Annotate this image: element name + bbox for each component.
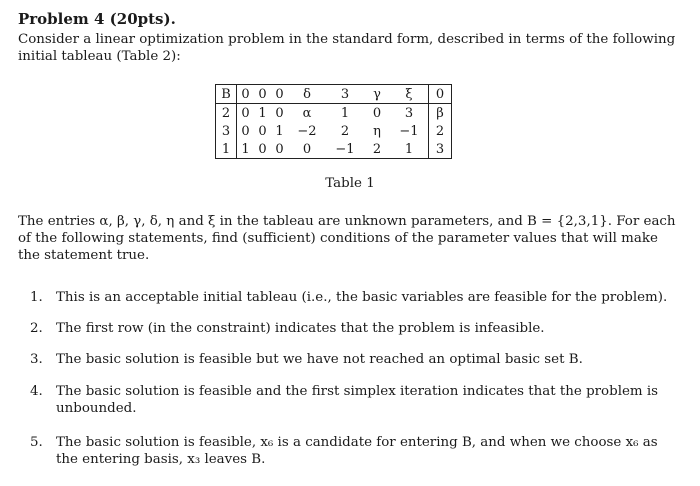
item-text: The basic solution is feasible but we have not reached an optimal basic set B. xyxy=(56,352,583,367)
tableau-cell: 0 xyxy=(254,85,271,104)
problem-heading: Problem 4 (20pts). xyxy=(18,10,176,28)
tableau-row xyxy=(216,140,452,159)
tableau-cell: 0 xyxy=(275,105,284,121)
tableau-cell: 1 xyxy=(275,123,284,139)
tableau-cell: 0 xyxy=(254,140,271,159)
tableau-cell: 0 xyxy=(271,140,288,159)
item-text: The first row (in the constraint) indicates that the problem is infeasible. xyxy=(56,321,545,336)
tableau-cell: 2 xyxy=(340,123,350,139)
table-caption: Table 1 xyxy=(325,176,375,191)
intro-text: Consider a linear optimization problem in the standard form, described in terms of the following initial tableau (Table 2): xyxy=(18,32,676,64)
tableau-cell: γ xyxy=(364,85,390,104)
item-number: 4. xyxy=(30,384,43,399)
list-item xyxy=(30,320,680,337)
item-number: 2. xyxy=(30,321,43,336)
tableau-cell: 2 xyxy=(216,104,237,123)
tableau-cell: 0 xyxy=(258,123,267,139)
tableau-cell: 2 xyxy=(429,122,452,140)
tableau-cell: 3 xyxy=(326,85,364,104)
tableau-cell: 0 xyxy=(237,85,255,104)
tableau-cell: −1 xyxy=(399,123,419,139)
list-item xyxy=(30,383,680,417)
problem-description: The entries α, β, γ, δ, η and ξ in the tableau are unknown parameters, and B = {2,3,1}. For each of the following statements, find (sufficient) conditions of the parameter values that will make the statement true. xyxy=(18,214,676,263)
item-text: This is an acceptable initial tableau (i.e., the basic variables are feasible for the problem). xyxy=(56,290,668,305)
item-text: The basic solution is feasible, x₆ is a candidate for entering B, and when we choose x₆ as the entering basis, x₃ leaves B. xyxy=(56,435,658,467)
item-number: 1. xyxy=(30,290,43,305)
tableau-row xyxy=(216,122,452,140)
tableau-cell: 0 xyxy=(372,105,382,121)
tableau-cell: 1 xyxy=(258,105,267,121)
tableau-cell: β xyxy=(429,104,452,123)
item-number: 5. xyxy=(30,435,43,450)
tableau-cell: 1 xyxy=(216,140,237,159)
tableau-cell: −2 xyxy=(297,123,317,139)
list-item xyxy=(30,351,680,368)
tableau-cell: 1 xyxy=(237,140,255,159)
simplex-tableau xyxy=(215,84,452,159)
tableau-row xyxy=(216,104,452,123)
tableau-cell: 0 xyxy=(288,140,326,159)
tableau-cell: 2 xyxy=(364,140,390,159)
tableau-cell: ξ xyxy=(390,85,429,104)
tableau-cell: η xyxy=(373,123,381,139)
tableau-cell: α xyxy=(302,105,312,121)
tableau-cell: B xyxy=(216,85,237,104)
tableau-cell: 3 xyxy=(216,122,237,140)
item-text: The basic solution is feasible and the first simplex iteration indicates that the problem is unbounded. xyxy=(56,384,659,416)
tableau-cell: 3 xyxy=(429,140,452,159)
list-item xyxy=(30,434,680,468)
tableau-cell: 1 xyxy=(390,140,429,159)
list-item xyxy=(30,289,680,306)
tableau-cell: −1 xyxy=(326,140,364,159)
tableau-cell: 0 xyxy=(241,123,250,139)
tableau-header-row xyxy=(216,85,452,104)
tableau-cell: 0 xyxy=(429,85,452,104)
tableau-cell: 3 xyxy=(404,105,414,121)
tableau-cell: δ xyxy=(288,85,326,104)
item-number: 3. xyxy=(30,352,43,367)
tableau-cell: 1 xyxy=(340,105,350,121)
tableau-cell: 0 xyxy=(271,85,288,104)
tableau-cell: 0 xyxy=(241,105,250,121)
